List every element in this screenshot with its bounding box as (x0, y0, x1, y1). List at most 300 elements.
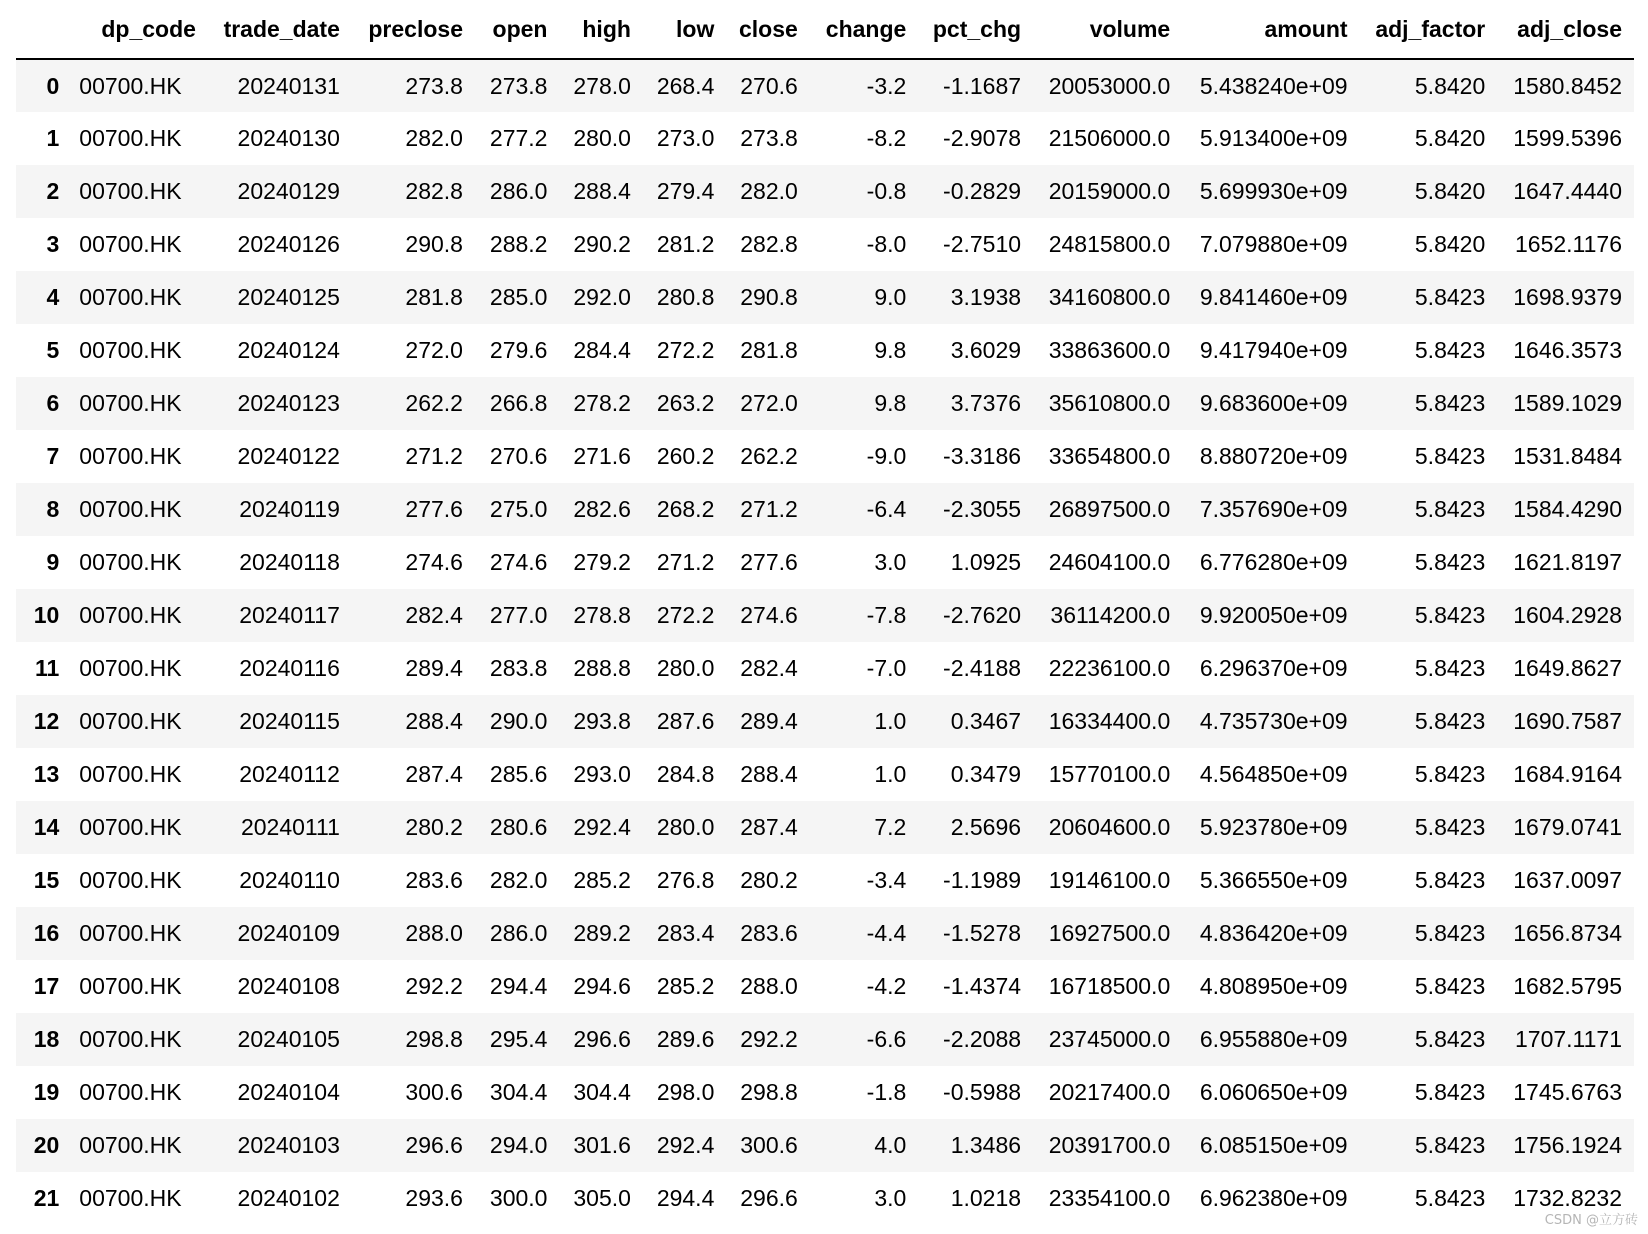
cell-amount: 7.079880e+09 (1199, 231, 1348, 257)
cell-adj-close: 1589.1029 (1513, 390, 1622, 416)
cell-pct-chg: 0.3479 (950, 761, 1022, 787)
column-header-change: change (810, 0, 918, 59)
row-index: 21 (33, 1185, 60, 1211)
cell-adj-factor: 5.8420 (1414, 125, 1486, 151)
cell-close: 292.2 (740, 1026, 798, 1052)
cell-high: 292.4 (573, 814, 631, 840)
cell-preclose: 277.6 (405, 496, 463, 522)
cell-high: 278.2 (573, 390, 631, 416)
cell-close: 300.6 (740, 1132, 798, 1158)
cell-dp-code: 00700.HK (79, 1185, 182, 1211)
cell-close: 273.8 (740, 125, 798, 151)
cell-trade-date: 20240129 (237, 178, 340, 204)
cell-amount: 6.776280e+09 (1199, 549, 1348, 575)
cell-adj-factor: 5.8423 (1414, 920, 1486, 946)
cell-volume: 33863600.0 (1048, 337, 1171, 363)
cell-adj-factor: 5.8423 (1414, 602, 1486, 628)
cell-adj-close: 1646.3573 (1513, 337, 1622, 363)
cell-pct-chg: 0.3467 (950, 708, 1022, 734)
table-row (16, 642, 1634, 695)
cell-amount: 6.060650e+09 (1199, 1079, 1348, 1105)
column-header-trade-date: trade_date (208, 0, 352, 59)
cell-change: 9.0 (874, 284, 907, 310)
table-row (16, 165, 1634, 218)
cell-preclose: 282.8 (405, 178, 463, 204)
table-header (16, 0, 1634, 59)
cell-adj-close: 1584.4290 (1513, 496, 1622, 522)
cell-change: -4.4 (866, 920, 907, 946)
cell-amount: 7.357690e+09 (1199, 496, 1348, 522)
cell-trade-date: 20240115 (239, 708, 340, 734)
cell-change: 4.0 (874, 1132, 907, 1158)
cell-adj-factor: 5.8423 (1414, 496, 1486, 522)
cell-preclose: 293.6 (405, 1185, 463, 1211)
cell-high: 284.4 (573, 337, 631, 363)
cell-low: 281.2 (656, 231, 715, 257)
dataframe-output (16, 0, 1634, 1225)
cell-dp-code: 00700.HK (79, 1132, 182, 1158)
cell-high: 290.2 (573, 231, 631, 257)
cell-high: 305.0 (573, 1185, 631, 1211)
column-header-low: low (643, 0, 726, 59)
cell-open: 266.8 (489, 390, 548, 416)
cell-dp-code: 00700.HK (79, 973, 182, 999)
cell-preclose: 298.8 (405, 1026, 463, 1052)
column-header-preclose: preclose (352, 0, 475, 59)
cell-adj-close: 1682.5795 (1513, 973, 1622, 999)
cell-pct-chg: 2.5696 (950, 814, 1022, 840)
cell-amount: 9.417940e+09 (1199, 337, 1348, 363)
cell-preclose: 282.4 (405, 602, 463, 628)
cell-close: 282.8 (740, 231, 798, 257)
cell-dp-code: 00700.HK (79, 602, 182, 628)
cell-volume: 20217400.0 (1048, 1079, 1171, 1105)
cell-amount: 4.735730e+09 (1199, 708, 1348, 734)
cell-volume: 35610800.0 (1048, 390, 1171, 416)
row-index: 13 (33, 761, 60, 787)
cell-pct-chg: -0.2829 (943, 178, 1022, 204)
cell-open: 294.0 (489, 1132, 548, 1158)
cell-preclose: 273.8 (405, 72, 463, 99)
row-index: 11 (34, 655, 60, 681)
cell-volume: 23354100.0 (1048, 1185, 1171, 1211)
cell-volume: 24815800.0 (1048, 231, 1171, 257)
cell-low: 283.4 (656, 920, 715, 946)
cell-dp-code: 00700.HK (79, 337, 182, 363)
cell-high: 304.4 (573, 1079, 631, 1105)
cell-change: -7.8 (866, 602, 907, 628)
cell-adj-close: 1756.1924 (1513, 1132, 1622, 1158)
cell-change: -3.4 (866, 867, 907, 893)
cell-low: 271.2 (656, 549, 715, 575)
table-row (16, 324, 1634, 377)
cell-open: 282.0 (489, 867, 548, 893)
cell-adj-factor: 5.8423 (1414, 655, 1486, 681)
cell-close: 296.6 (740, 1185, 798, 1211)
cell-dp-code: 00700.HK (79, 867, 182, 893)
row-index: 12 (33, 708, 60, 734)
cell-trade-date: 20240131 (237, 72, 340, 99)
cell-pct-chg: -2.3055 (943, 496, 1022, 522)
column-header-adj-close: adj_close (1497, 0, 1634, 59)
cell-amount: 5.366550e+09 (1199, 867, 1348, 893)
cell-pct-chg: -2.7620 (943, 602, 1022, 628)
cell-amount: 5.913400e+09 (1199, 125, 1348, 151)
cell-adj-factor: 5.8423 (1414, 1079, 1486, 1105)
cell-adj-close: 1690.7587 (1513, 708, 1622, 734)
column-header-amount: amount (1182, 0, 1359, 59)
cell-close: 272.0 (740, 390, 798, 416)
cell-dp-code: 00700.HK (79, 708, 182, 734)
cell-high: 293.0 (573, 761, 631, 787)
cell-close: 271.2 (740, 496, 798, 522)
cell-high: 280.0 (573, 125, 631, 151)
cell-dp-code: 00700.HK (79, 761, 182, 787)
cell-high: 293.8 (573, 708, 631, 734)
cell-change: 1.0 (874, 708, 907, 734)
cell-change: -0.8 (866, 178, 907, 204)
cell-dp-code: 00700.HK (79, 549, 182, 575)
cell-trade-date: 20240130 (237, 125, 340, 151)
column-header-high: high (559, 0, 642, 59)
cell-close: 270.6 (740, 72, 798, 99)
cell-open: 283.8 (489, 655, 548, 681)
cell-low: 263.2 (656, 390, 715, 416)
cell-pct-chg: 3.7376 (950, 390, 1022, 416)
cell-pct-chg: 1.0218 (950, 1185, 1022, 1211)
cell-adj-factor: 5.8423 (1414, 761, 1486, 787)
cell-adj-close: 1599.5396 (1513, 125, 1622, 151)
cell-high: 285.2 (573, 867, 631, 893)
cell-close: 280.2 (740, 867, 798, 893)
cell-amount: 6.085150e+09 (1199, 1132, 1348, 1158)
cell-preclose: 282.0 (405, 125, 463, 151)
cell-low: 279.4 (656, 178, 715, 204)
cell-pct-chg: -0.5988 (943, 1079, 1022, 1105)
cell-adj-factor: 5.8423 (1414, 814, 1486, 840)
cell-change: 9.8 (874, 337, 907, 363)
cell-preclose: 283.6 (405, 867, 463, 893)
table-row (16, 1119, 1634, 1172)
cell-high: 292.0 (573, 284, 631, 310)
cell-adj-factor: 5.8423 (1414, 549, 1486, 575)
cell-trade-date: 20240122 (237, 443, 340, 469)
cell-dp-code: 00700.HK (79, 496, 182, 522)
cell-change: -4.2 (866, 973, 907, 999)
cell-adj-factor: 5.8423 (1414, 337, 1486, 363)
cell-low: 289.6 (656, 1026, 715, 1052)
cell-trade-date: 20240108 (237, 973, 340, 999)
cell-preclose: 300.6 (405, 1079, 463, 1105)
cell-trade-date: 20240110 (239, 867, 340, 893)
cell-pct-chg: 1.3486 (950, 1132, 1022, 1158)
cell-open: 275.0 (489, 496, 548, 522)
row-index: 6 (46, 390, 60, 416)
cell-preclose: 271.2 (405, 443, 463, 469)
cell-amount: 6.962380e+09 (1199, 1185, 1348, 1211)
cell-open: 285.6 (489, 761, 548, 787)
cell-adj-factor: 5.8420 (1414, 231, 1486, 257)
cell-low: 280.8 (656, 284, 715, 310)
cell-high: 294.6 (573, 973, 631, 999)
cell-dp-code: 00700.HK (79, 920, 182, 946)
cell-preclose: 289.4 (405, 655, 463, 681)
row-index: 16 (33, 920, 60, 946)
cell-high: 278.0 (573, 72, 631, 99)
cell-adj-factor: 5.8423 (1414, 867, 1486, 893)
table-row (16, 1013, 1634, 1066)
cell-open: 273.8 (489, 72, 548, 99)
cell-amount: 4.564850e+09 (1199, 761, 1348, 787)
cell-volume: 15770100.0 (1048, 761, 1171, 787)
cell-volume: 20604600.0 (1048, 814, 1171, 840)
cell-change: -8.2 (866, 125, 907, 151)
cell-change: -6.4 (866, 496, 907, 522)
cell-low: 285.2 (656, 973, 715, 999)
cell-dp-code: 00700.HK (79, 72, 182, 99)
cell-low: 260.2 (656, 443, 715, 469)
cell-close: 290.8 (740, 284, 798, 310)
cell-preclose: 288.4 (405, 708, 463, 734)
cell-adj-factor: 5.8423 (1414, 1185, 1486, 1211)
cell-trade-date: 20240126 (237, 231, 340, 257)
table-row (16, 589, 1634, 642)
cell-trade-date: 20240104 (237, 1079, 340, 1105)
cell-volume: 20159000.0 (1048, 178, 1171, 204)
cell-high: 282.6 (573, 496, 631, 522)
cell-preclose: 281.8 (405, 284, 463, 310)
cell-preclose: 296.6 (405, 1132, 463, 1158)
table-row (16, 483, 1634, 536)
cell-volume: 16927500.0 (1048, 920, 1171, 946)
cell-adj-close: 1621.8197 (1513, 549, 1622, 575)
cell-volume: 19146100.0 (1048, 867, 1171, 893)
cell-open: 295.4 (489, 1026, 548, 1052)
cell-high: 271.6 (573, 443, 631, 469)
cell-adj-close: 1656.8734 (1513, 920, 1622, 946)
cell-low: 268.2 (656, 496, 715, 522)
cell-pct-chg: -1.4374 (943, 973, 1022, 999)
cell-open: 286.0 (489, 920, 548, 946)
cell-change: -1.8 (866, 1079, 907, 1105)
cell-dp-code: 00700.HK (79, 814, 182, 840)
row-index: 20 (33, 1132, 60, 1158)
cell-dp-code: 00700.HK (79, 284, 182, 310)
cell-pct-chg: -1.1989 (943, 867, 1022, 893)
cell-adj-close: 1652.1176 (1514, 231, 1622, 257)
cell-open: 286.0 (489, 178, 548, 204)
cell-change: 3.0 (874, 1185, 907, 1211)
cell-open: 288.2 (489, 231, 548, 257)
row-index: 7 (46, 443, 60, 469)
cell-open: 279.6 (489, 337, 548, 363)
cell-adj-factor: 5.8423 (1414, 708, 1486, 734)
cell-open: 304.4 (489, 1079, 548, 1105)
table-row (16, 377, 1634, 430)
cell-adj-close: 1745.6763 (1513, 1079, 1622, 1105)
table-row (16, 960, 1634, 1013)
cell-amount: 4.836420e+09 (1199, 920, 1348, 946)
cell-open: 274.6 (489, 549, 548, 575)
cell-trade-date: 20240117 (239, 602, 340, 628)
cell-preclose: 274.6 (405, 549, 463, 575)
cell-dp-code: 00700.HK (79, 125, 182, 151)
cell-close: 288.0 (740, 973, 798, 999)
cell-pct-chg: -3.3186 (943, 443, 1022, 469)
cell-adj-factor: 5.8423 (1414, 1132, 1486, 1158)
row-index: 4 (46, 284, 60, 310)
cell-change: 1.0 (874, 761, 907, 787)
cell-preclose: 272.0 (405, 337, 463, 363)
cell-adj-factor: 5.8423 (1414, 390, 1486, 416)
watermark: CSDN @立方砖 (1544, 1213, 1638, 1228)
cell-trade-date: 20240125 (237, 284, 340, 310)
cell-amount: 9.841460e+09 (1199, 284, 1348, 310)
cell-close: 277.6 (740, 549, 798, 575)
cell-amount: 6.955880e+09 (1199, 1026, 1348, 1052)
table-row (16, 218, 1634, 271)
cell-adj-close: 1698.9379 (1513, 284, 1622, 310)
cell-change: -8.0 (866, 231, 907, 257)
cell-open: 280.6 (489, 814, 548, 840)
cell-close: 274.6 (740, 602, 798, 628)
cell-pct-chg: -2.4188 (943, 655, 1022, 681)
cell-preclose: 287.4 (405, 761, 463, 787)
cell-close: 282.4 (740, 655, 798, 681)
row-index: 8 (46, 496, 60, 522)
cell-amount: 6.296370e+09 (1199, 655, 1348, 681)
table-row (16, 271, 1634, 324)
cell-trade-date: 20240123 (237, 390, 340, 416)
cell-pct-chg: -1.1687 (943, 72, 1022, 99)
cell-trade-date: 20240116 (239, 655, 340, 681)
table-row (16, 536, 1634, 589)
cell-low: 276.8 (656, 867, 715, 893)
cell-adj-close: 1637.0097 (1513, 867, 1622, 893)
cell-change: -7.0 (866, 655, 907, 681)
table-row (16, 59, 1634, 112)
row-index: 17 (33, 973, 60, 999)
cell-volume: 23745000.0 (1048, 1026, 1171, 1052)
cell-amount: 8.880720e+09 (1199, 443, 1348, 469)
cell-change: -6.6 (866, 1026, 907, 1052)
cell-pct-chg: 3.1938 (950, 284, 1022, 310)
cell-amount: 9.683600e+09 (1199, 390, 1348, 416)
cell-dp-code: 00700.HK (79, 1079, 182, 1105)
cell-change: -9.0 (866, 443, 907, 469)
cell-low: 280.0 (656, 814, 715, 840)
cell-low: 272.2 (656, 602, 715, 628)
dataframe-table (16, 0, 1634, 1225)
cell-high: 288.4 (573, 178, 631, 204)
cell-adj-close: 1647.4440 (1513, 178, 1622, 204)
cell-close: 288.4 (740, 761, 798, 787)
cell-volume: 16718500.0 (1048, 973, 1171, 999)
cell-trade-date: 20240102 (237, 1185, 340, 1211)
row-index: 2 (46, 178, 60, 204)
cell-adj-close: 1707.1171 (1514, 1026, 1622, 1052)
cell-volume: 22236100.0 (1048, 655, 1171, 681)
cell-close: 283.6 (740, 920, 798, 946)
header-row (16, 0, 1634, 59)
cell-low: 268.4 (656, 72, 715, 99)
cell-pct-chg: -2.2088 (943, 1026, 1022, 1052)
cell-dp-code: 00700.HK (79, 231, 182, 257)
cell-close: 289.4 (740, 708, 798, 734)
table-row (16, 854, 1634, 907)
cell-pct-chg: -1.5278 (943, 920, 1022, 946)
cell-preclose: 288.0 (405, 920, 463, 946)
cell-adj-close: 1679.0741 (1513, 814, 1622, 840)
row-index: 18 (33, 1026, 60, 1052)
row-index: 0 (46, 72, 60, 99)
cell-open: 277.0 (489, 602, 548, 628)
cell-adj-close: 1684.9164 (1513, 761, 1622, 787)
cell-change: 3.0 (874, 549, 907, 575)
cell-close: 298.8 (740, 1079, 798, 1105)
cell-open: 290.0 (489, 708, 548, 734)
table-body (16, 59, 1634, 1225)
cell-volume: 20053000.0 (1048, 72, 1171, 99)
cell-trade-date: 20240109 (237, 920, 340, 946)
cell-adj-factor: 5.8423 (1414, 973, 1486, 999)
cell-volume: 33654800.0 (1048, 443, 1171, 469)
cell-dp-code: 00700.HK (79, 178, 182, 204)
column-header-close: close (726, 0, 809, 59)
cell-amount: 9.920050e+09 (1199, 602, 1348, 628)
table-row (16, 430, 1634, 483)
cell-high: 296.6 (573, 1026, 631, 1052)
row-index: 5 (46, 337, 60, 363)
cell-volume: 34160800.0 (1048, 284, 1171, 310)
cell-volume: 16334400.0 (1048, 708, 1171, 734)
cell-open: 277.2 (489, 125, 548, 151)
cell-pct-chg: 1.0925 (950, 549, 1022, 575)
cell-adj-close: 1604.2928 (1513, 602, 1622, 628)
cell-high: 289.2 (573, 920, 631, 946)
cell-close: 282.0 (740, 178, 798, 204)
cell-dp-code: 00700.HK (79, 390, 182, 416)
cell-trade-date: 20240118 (239, 549, 340, 575)
cell-preclose: 292.2 (405, 973, 463, 999)
cell-close: 287.4 (740, 814, 798, 840)
cell-low: 287.6 (656, 708, 715, 734)
cell-pct-chg: -2.9078 (943, 125, 1022, 151)
header-index (16, 0, 71, 59)
cell-low: 280.0 (656, 655, 715, 681)
cell-amount: 5.923780e+09 (1199, 814, 1348, 840)
row-index: 3 (46, 231, 60, 257)
cell-open: 300.0 (489, 1185, 548, 1211)
cell-high: 301.6 (573, 1132, 631, 1158)
cell-trade-date: 20240105 (237, 1026, 340, 1052)
cell-trade-date: 20240124 (237, 337, 340, 363)
cell-adj-factor: 5.8420 (1414, 178, 1486, 204)
cell-preclose: 262.2 (405, 390, 463, 416)
column-header-dp-code: dp_code (71, 0, 208, 59)
cell-low: 272.2 (656, 337, 715, 363)
row-index: 10 (33, 602, 60, 628)
column-header-open: open (475, 0, 559, 59)
table-row (16, 801, 1634, 854)
cell-adj-factor: 5.8423 (1414, 1026, 1486, 1052)
cell-amount: 5.438240e+09 (1199, 72, 1348, 99)
column-header-adj-factor: adj_factor (1360, 0, 1498, 59)
cell-adj-factor: 5.8420 (1414, 72, 1486, 99)
cell-volume: 36114200.0 (1050, 602, 1171, 628)
cell-trade-date: 20240103 (237, 1132, 340, 1158)
cell-volume: 20391700.0 (1048, 1132, 1171, 1158)
